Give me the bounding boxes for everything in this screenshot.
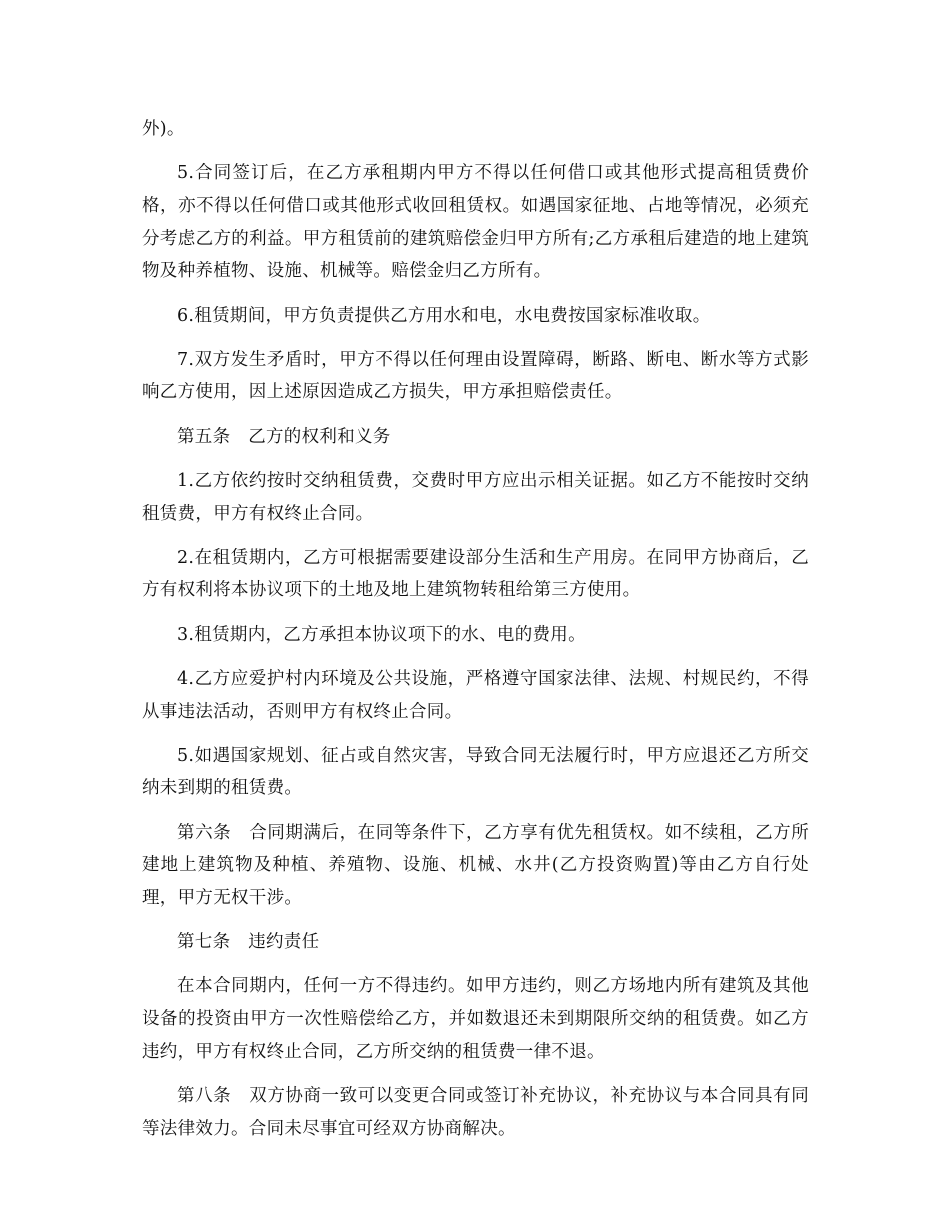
paragraph-clause-4-item-6: 6.租赁期间，甲方负责提供乙方用水和电，水电费按国家标准收取。 <box>177 305 711 326</box>
section-heading-article-7: 第七条 违约责任 <box>177 932 320 953</box>
paragraph-clause-4-item-5: 5.合同签订后，在乙方承租期内甲方不得以任何借口或其他形式提高租赁费价格，亦不得以任何借口或其他形式收回租赁权。如遇国家征地、占地等情况，必须充分考虑乙方的利益。甲方租赁前的建筑赔偿金归甲方所有;乙方承租后建造的地上建筑物及种养植物、设施、机械等。赔偿金归乙方所有。 <box>142 163 809 282</box>
paragraph-article-6: 第六条 合同期满后，在同等条件下，乙方享有优先租赁权。如不续租，乙方所建地上建筑物及种植、养殖物、设施、机械、水井(乙方投资购置)等由乙方自行处理，甲方无权干涉。 <box>142 822 809 909</box>
paragraph-article-7-body: 在本合同期内，任何一方不得违约。如甲方违约，则乙方场地内所有建筑及其他设备的投资由甲方一次性赔偿给乙方，并如数退还未到期限所交纳的租赁费。如乙方违约，甲方有权终止合同，乙方所交纳的租赁费一律不退。 <box>142 976 809 1062</box>
paragraph-clause-5-item-2: 2.在租赁期内，乙方可根据需要建设部分生活和生产用房。在同甲方协商后，乙方有权利将本协议项下的土地及地上建筑物转租给第三方使用。 <box>142 547 809 601</box>
paragraph-clause-5-item-4: 4.乙方应爱护村内环境及公共设施，严格遵守国家法律、法规、村规民约，不得从事违法活动，否则甲方有权终止合同。 <box>142 668 809 722</box>
paragraph-continuation: 外)。 <box>142 119 185 139</box>
document-body <box>142 113 809 1157</box>
paragraph-article-8: 第八条 双方协商一致可以变更合同或签订补充协议，补充协议与本合同具有同等法律效力。合同未尽事宜可经双方协商解决。 <box>142 1086 809 1139</box>
paragraph-clause-5-item-3: 3.租赁期内，乙方承担本协议项下的水、电的费用。 <box>177 624 586 645</box>
paragraph-clause-5-item-5: 5.如遇国家规划、征占或自然灾害，导致合同无法履行时，甲方应退还乙方所交纳未到期的租赁费。 <box>142 745 809 799</box>
paragraph-clause-4-item-7: 7.双方发生矛盾时，甲方不得以任何理由设置障碍，断路、断电、断水等方式影响乙方使用，因上述原因造成乙方损失，甲方承担赔偿责任。 <box>142 349 809 403</box>
paragraph-clause-5-item-1: 1.乙方依约按时交纳租赁费，交费时甲方应出示相关证据。如乙方不能按时交纳租赁费，甲方有权终止合同。 <box>142 470 809 524</box>
section-heading-article-5: 第五条 乙方的权利和义务 <box>177 426 391 447</box>
